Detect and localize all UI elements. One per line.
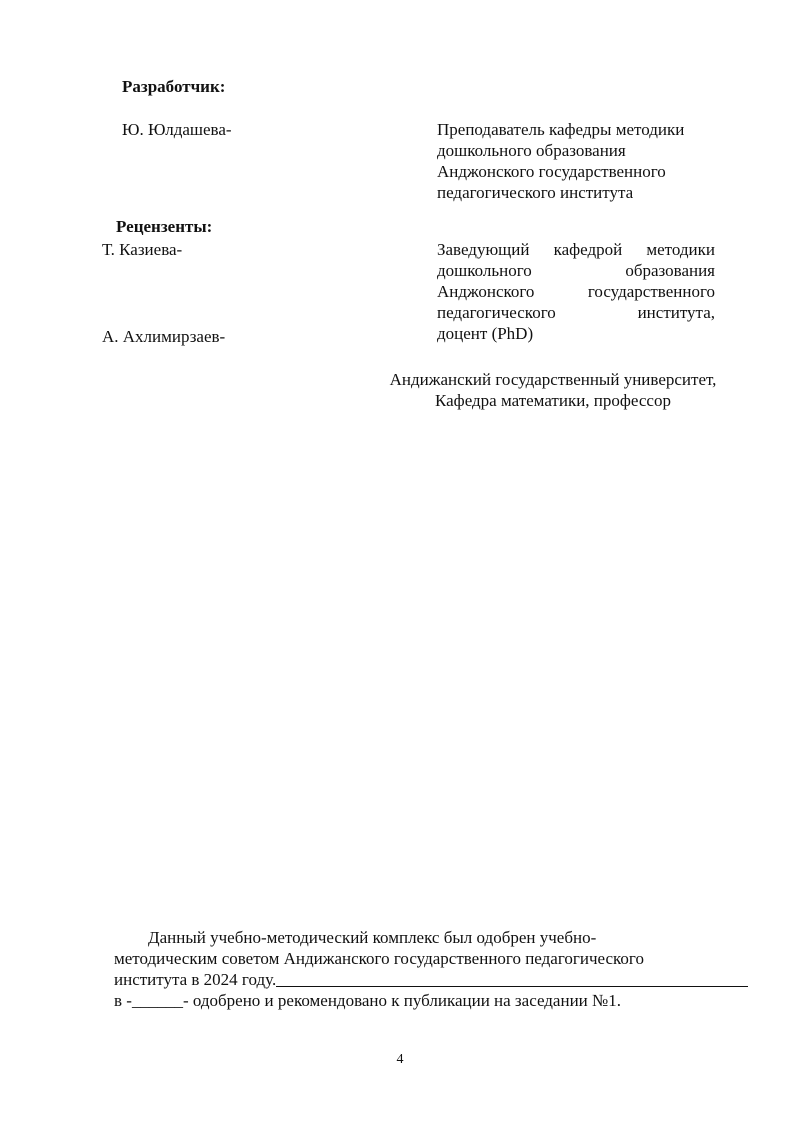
developer-position: [437, 119, 727, 203]
reviewer-1-position-line: доцент (PhD): [437, 324, 534, 343]
developer-position-line: дошкольного образования: [437, 141, 626, 160]
approval-line-with-blank: [114, 969, 748, 990]
reviewer-2-name: А. Ахлимирзаев-: [102, 327, 226, 346]
reviewer-1-name: Т. Казиева-: [102, 240, 183, 259]
reviewer-1-position: [437, 239, 715, 344]
developer-name: Ю. Юлдашева-: [122, 120, 232, 139]
reviewer-2-position-line: Андижанский государственный университет,: [389, 370, 717, 389]
page-number: 4: [396, 1052, 404, 1067]
signature-underline: [276, 985, 748, 987]
developer-position-line: педагогического института: [437, 183, 634, 202]
developer-heading: Разработчик:: [122, 77, 226, 96]
approval-line: методическим советом Андижанского государственного педагогического: [114, 949, 644, 968]
approval-line: Данный учебно-методический комплекс был одобрен учебно-: [148, 928, 597, 947]
approval-line: в -______- одобрено и рекомендовано к публикации на заседании №1.: [114, 991, 621, 1010]
approval-paragraph: [114, 927, 748, 1011]
reviewer-2-position: [360, 369, 746, 411]
reviewers-heading: Рецензенты:: [116, 217, 213, 236]
reviewer-2-position-line: Кафедра математики, профессор: [435, 391, 671, 410]
developer-position-line: Преподаватель кафедры методики: [437, 120, 685, 139]
reviewer-1-position-line: педагогического института,: [437, 303, 715, 322]
reviewer-1-position-line: дошкольного образования: [437, 261, 715, 280]
developer-position-line: Анджонского государственного: [437, 162, 666, 181]
reviewer-1-position-line: Заведующий кафедрой методики: [437, 240, 715, 259]
approval-line: института в 2024 году.: [114, 970, 277, 989]
reviewer-1-position-line: Анджонского государственного: [437, 282, 715, 301]
